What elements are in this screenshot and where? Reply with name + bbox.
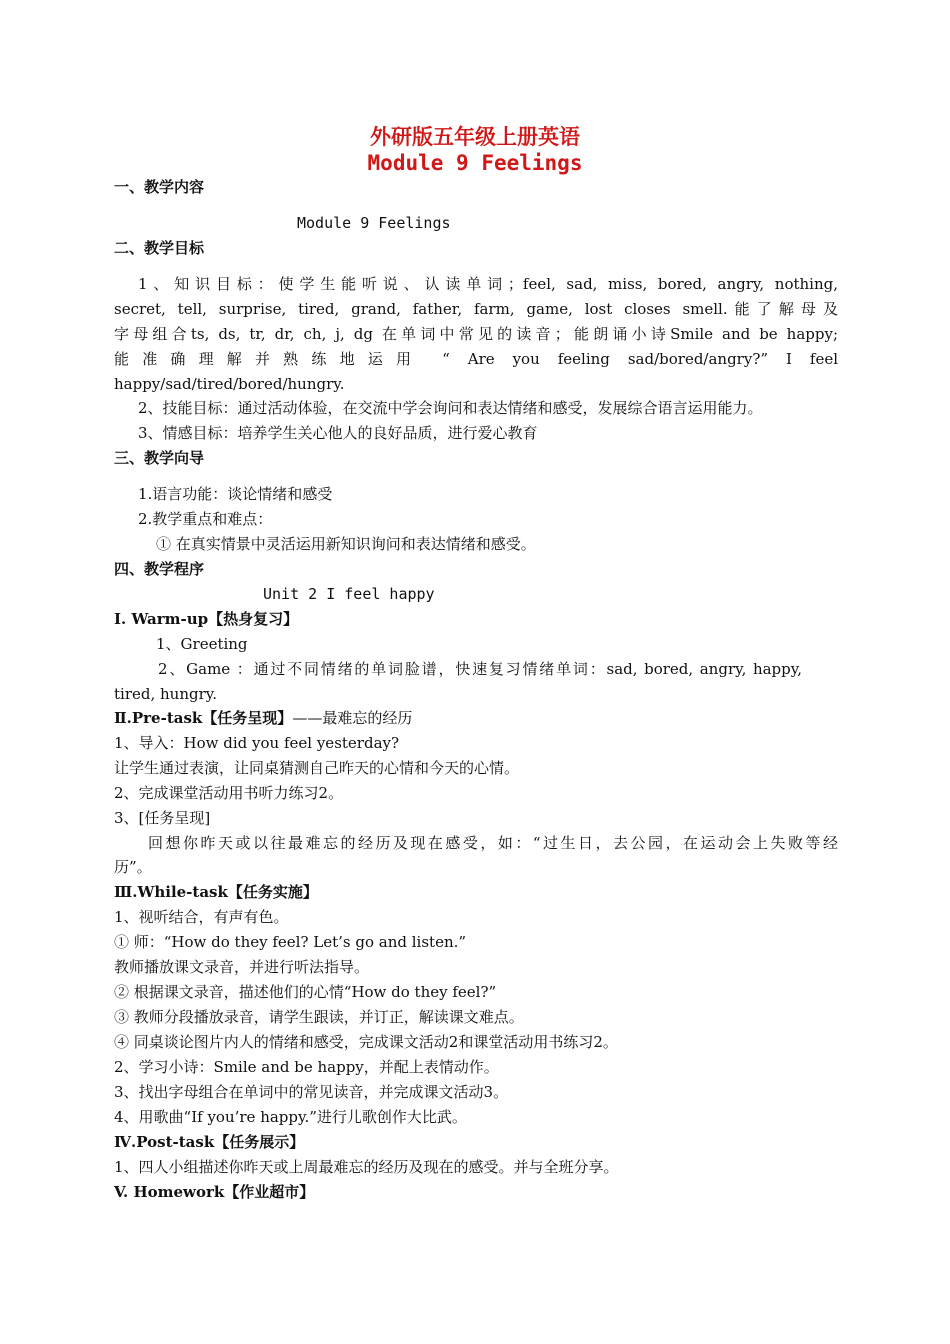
whiletask-item-1c: ③ 教师分段播放录音，请学生跟读，并订正，解读课文难点。 [114,1008,524,1026]
guide-key-points: 2.教学重点和难点： [138,510,273,528]
pretask-item-1-detail: 让学生通过表演，让同桌猜测自己昨天的心情和今天的心情。 [114,759,520,777]
warmup-game-line-2: tired, hungry. [114,685,218,703]
objective-emotion: 3、情感目标：培养学生关心他人的良好品质，进行爱心教育 [138,424,538,442]
pretask-heading-tail: ——最难忘的经历 [292,709,413,727]
warmup-game-line-1: 2、Game ：通过不同情绪的单词脸谱，快速复习情绪单词：sad, bored, angry, happy, [158,660,802,678]
doc-title-cn: 外研版五年级上册英语 [370,124,580,149]
pretask-item-3-detail-line-2: 历”。 [114,858,152,876]
whiletask-item-1a-detail: 教师播放课文录音，并进行听法指导。 [114,958,370,976]
homework-heading: V. Homework【作业超市】 [114,1183,315,1201]
whiletask-item-4: 4、用歌曲“If you’re happy.”进行儿歌创作大比武。 [114,1108,467,1126]
section-1-content: Module 9 Feelings [297,214,451,232]
pretask-item-3-detail-line-1: 回想你昨天或以往最难忘的经历及现在感受，如：“过生日，去公园，在运动会上失败等经 [148,834,838,852]
section-3-heading: 三、教学向导 [114,449,205,467]
section-2-heading: 二、教学目标 [114,239,205,257]
whiletask-item-1b: ② 根据课文录音，描述他们的心情“How do they feel?” [114,983,497,1001]
guide-key-point-1: ① 在真实情景中灵活运用新知识询问和表达情绪和感受。 [156,535,536,553]
pretask-heading [114,708,838,728]
whiletask-item-2: 2、学习小诗：Smile and be happy，并配上表情动作。 [114,1058,499,1076]
objective-knowledge-line-5: happy/sad/tired/bored/hungry. [114,375,345,393]
whiletask-item-1d: ④ 同桌谈论图片内人的情绪和感受，完成课文活动2和课堂活动用书练习2。 [114,1033,618,1051]
whiletask-heading: Ⅲ.While-task【任务实施】 [114,883,318,901]
section-1-heading: 一、教学内容 [114,178,205,196]
unit-title: Unit 2 I feel happy [263,585,435,603]
objective-knowledge-line-1: 1、知识目标：使学生能听说、认读单词；feel, sad, miss, bored, angry, nothing, [138,275,838,293]
whiletask-item-1a: ① 师：“How do they feel? Let’s go and listen.” [114,933,467,951]
objective-knowledge-line-3: 字母组合ts, ds, tr, dr, ch, j, dg 在单词中常见的读音；能朗诵小诗Smile and be happy; [114,325,838,343]
pretask-item-1: 1、导入：How did you feel yesterday? [114,734,400,752]
objective-skill: 2、技能目标：通过活动体验，在交流中学会询问和表达情绪和感受，发展综合语言运用能力。 [138,399,763,417]
posttask-heading: Ⅳ.Post-task【任务展示】 [114,1133,305,1151]
whiletask-item-1: 1、视听结合，有声有色。 [114,908,289,926]
section-4-heading: 四、教学程序 [114,560,205,578]
pretask-item-2: 2、完成课堂活动用书听力练习2。 [114,784,344,802]
warmup-greeting: 1、Greeting [156,635,248,653]
objective-knowledge-line-4: 能准确理解并熟练地运用 “ Are you feeling sad/bored/angry?” I feel [114,350,838,368]
objective-knowledge-line-2: secret, tell, surprise, tired, grand, father, farm, game, lost closes smell.能了解母及 [114,300,838,318]
posttask-item-1: 1、四人小组描述你昨天或上周最难忘的经历及现在的感受。并与全班分享。 [114,1158,619,1176]
pretask-item-3: 3、[任务呈现] [114,809,211,827]
pretask-heading-label: Ⅱ.Pre-task【任务呈现】 [114,709,293,727]
guide-language-function: 1.语言功能：谈论情绪和感受 [138,485,333,503]
whiletask-item-3: 3、找出字母组合在单词中的常见读音，并完成课文活动3。 [114,1083,509,1101]
warmup-heading: Ⅰ. Warm-up【热身复习】 [114,610,299,628]
doc-title-en: Module 9 Feelings [367,151,583,175]
